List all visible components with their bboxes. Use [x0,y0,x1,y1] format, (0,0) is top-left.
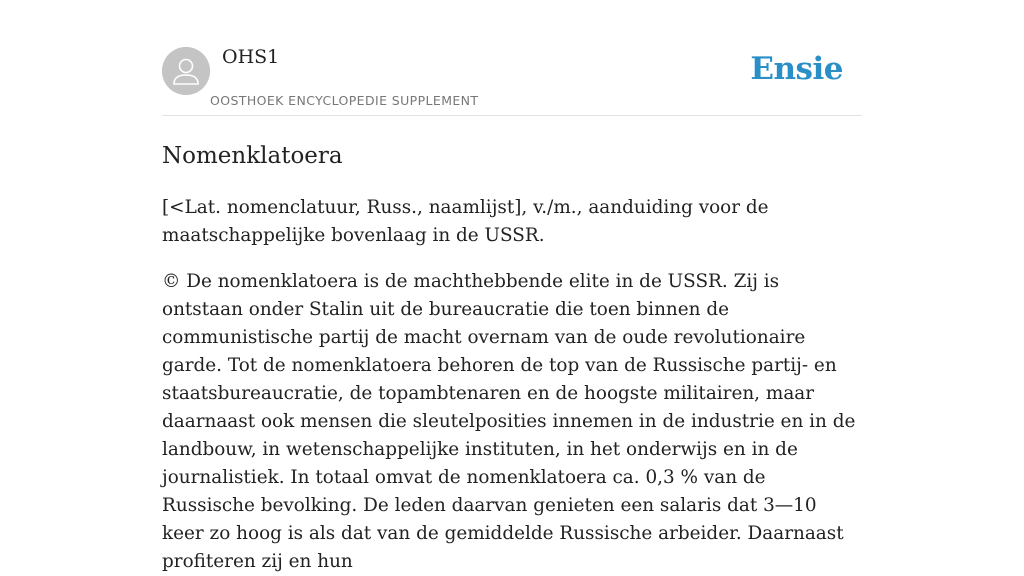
user-avatar-icon [162,47,210,95]
article-title: Nomenklatoera [162,143,343,169]
author-avatar[interactable] [162,47,210,95]
article-paragraph: © De nomenklatoera is de machthebbende elite in de USSR. Zij is ontstaan onder Stalin uit de bureaucratie die toen binnen de communistische partij de macht overnam van de oude revolutionaire garde. Tot de nomenklatoera behoren de top van de Russische partij- en staatsbureaucratie, de topambtenaren en de hoogste militairen, maar daarnaast ook mensen die sleutelposities innemen in de industrie en in de landbouw, in wetenschappelijke instituten, in het onderwijs en in de journalistiek. In totaal omvat de nomenklatoera ca. 0,3 % van de Russische bevolking. De leden daarvan genieten een salaris dat 3—10 keer zo hoog is als dat van de gemiddelde Russische arbeider. Daarnaast profiteren zij en hun [162,271,856,572]
ensie-logo[interactable]: Ensie [750,51,843,87]
source-label: OOSTHOEK ENCYCLOPEDIE SUPPLEMENT [210,93,479,108]
article-page [162,0,862,572]
article-header [162,0,862,116]
article-paragraph: [<Lat. nomenclatuur, Russ., naamlijst], v./m., aanduiding voor de maatschappelijke bovenlaag in de USSR. [162,197,769,246]
author-name-link[interactable]: OHS1 [222,46,280,68]
